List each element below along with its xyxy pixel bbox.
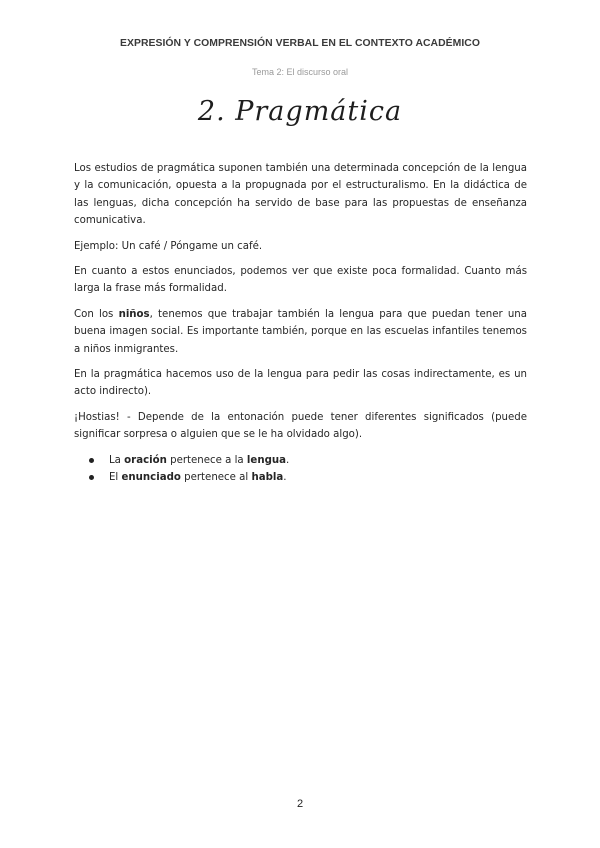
bullet-dot-icon	[89, 475, 94, 480]
list-item-text: pertenece al	[180, 472, 252, 484]
list-item-text: .	[283, 472, 287, 484]
paragraph-children-post: , tenemos que trabajar también la lengua para que puedan tener una buena imagen social. Es importante también, porque en las escuelas infantiles tenemos a niños inmigrantes.	[74, 308, 527, 355]
bullet-list	[74, 452, 527, 487]
document-subheader: Tema 2: El discurso oral	[251, 67, 349, 77]
paragraph-intro: Los estudios de pragmática suponen también una determinada concepción de la lengua y la comunicación, opuesta a la propugnada por el estructuralismo. En la didáctica de las lenguas, dicha concepción ha servido de base para las propuestas de enseñanza comunicativa.	[74, 163, 527, 227]
list-item	[74, 452, 527, 469]
paragraph-example: Ejemplo: Un café / Póngame un café.	[74, 240, 263, 252]
list-item	[74, 469, 527, 486]
paragraph-children-pre: Con los	[74, 308, 119, 320]
list-item-bold-term: oración	[124, 454, 167, 466]
list-item-text: El	[109, 472, 122, 484]
list-item-text: La	[109, 454, 125, 466]
paragraph-children	[74, 306, 527, 358]
list-item-text: .	[286, 454, 290, 466]
list-item-bold-term: habla	[251, 472, 284, 484]
list-item-text: pertenece a la	[166, 454, 247, 466]
paragraph-intonation: ¡Hostias! - Depende de la entonación puede tener diferentes significados (puede significar sorpresa o alguien que se le ha olvidado algo).	[74, 411, 527, 441]
section-title: 2. Pragmática	[197, 96, 403, 127]
paragraph-children-bold: niños	[118, 308, 150, 320]
paragraph-formality: En cuanto a estos enunciados, podemos ver que existe poca formalidad. Cuanto más larga la frase más formalidad.	[74, 266, 527, 295]
list-item-bold-term: lengua	[246, 454, 286, 466]
document-header: EXPRESIÓN Y COMPRENSIÓN VERBAL EN EL CONTEXTO ACADÉMICO	[120, 38, 480, 49]
page-number: 2	[296, 798, 304, 810]
body-text	[74, 160, 527, 487]
bullet-dot-icon	[89, 458, 94, 463]
paragraph-indirect-act: En la pragmática hacemos uso de la lengua para pedir las cosas indirectamente, es un acto indirecto).	[74, 369, 527, 398]
list-item-bold-term: enunciado	[121, 472, 181, 484]
